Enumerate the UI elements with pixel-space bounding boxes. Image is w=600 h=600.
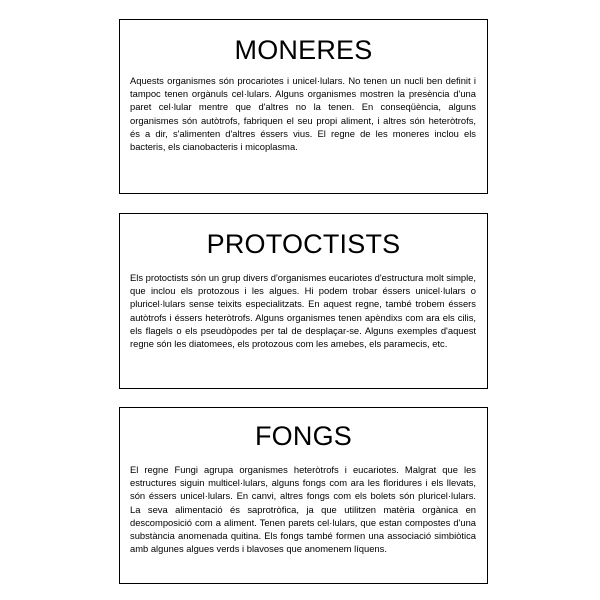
card-text: El regne Fungi agrupa organismes heteròtrofs i eucariotes. Malgrat que les estructures siguin multicel·lulars, alguns fongs com ara les floridures i els llevats, són éssers unicel·lulars. En canvi, altres fongs com els bolets són pluricel·lulars. La seva alimentació és saprotròfica, ja que utilitzen matèria orgànica en descomposició com a aliment. Tenen parets cel·lulars, que estan compostes d'una substància anomenada quitina. Els fongs també formen una associació simbiòtica amb algunes algues verds i blavoses que anomenem líquens. (130, 464, 476, 555)
card-text: Aquests organismes són procariotes i unicel·lulars. No tenen un nucli ben definit i tampoc tenen orgànuls cel·lulars. Alguns organismes mostren la presència d'una paret cel·lular mentre que d'altres no la tenen. En conseqüència, alguns organismes són autòtrofs, fabriquen el seu propi aliment, i altres són heteròtrofs, és a dir, s'alimenten d'altres éssers vius. El regne de les moneres inclou els bacteris, els cianobacteris i micoplasma. (130, 75, 476, 153)
card-moneres (119, 19, 488, 194)
card-protoctists (119, 213, 488, 389)
card-text: Els protoctists són un grup divers d'organismes eucariotes d'estructura molt simple, que inclou els protozous i les algues. Hi podem trobar éssers unicel·lulars o pluricel·lulars sense teixits especialitzats. En aquest regne, també trobem éssers autòtrofs i éssers heteròtrofs. Alguns organismes tenen apèndixs com ara els cilis, els flagels o els pseudòpodes per tal de desplaçar-se. Alguns exemples d'aquest regne són les diatomees, els protozous com les amebes, els paramecis, etc. (130, 272, 476, 350)
card-fongs (119, 407, 488, 584)
card-title: FONGS (254, 421, 352, 451)
card-title: MONERES (234, 35, 373, 65)
card-title: PROTOCTISTS (206, 229, 401, 259)
